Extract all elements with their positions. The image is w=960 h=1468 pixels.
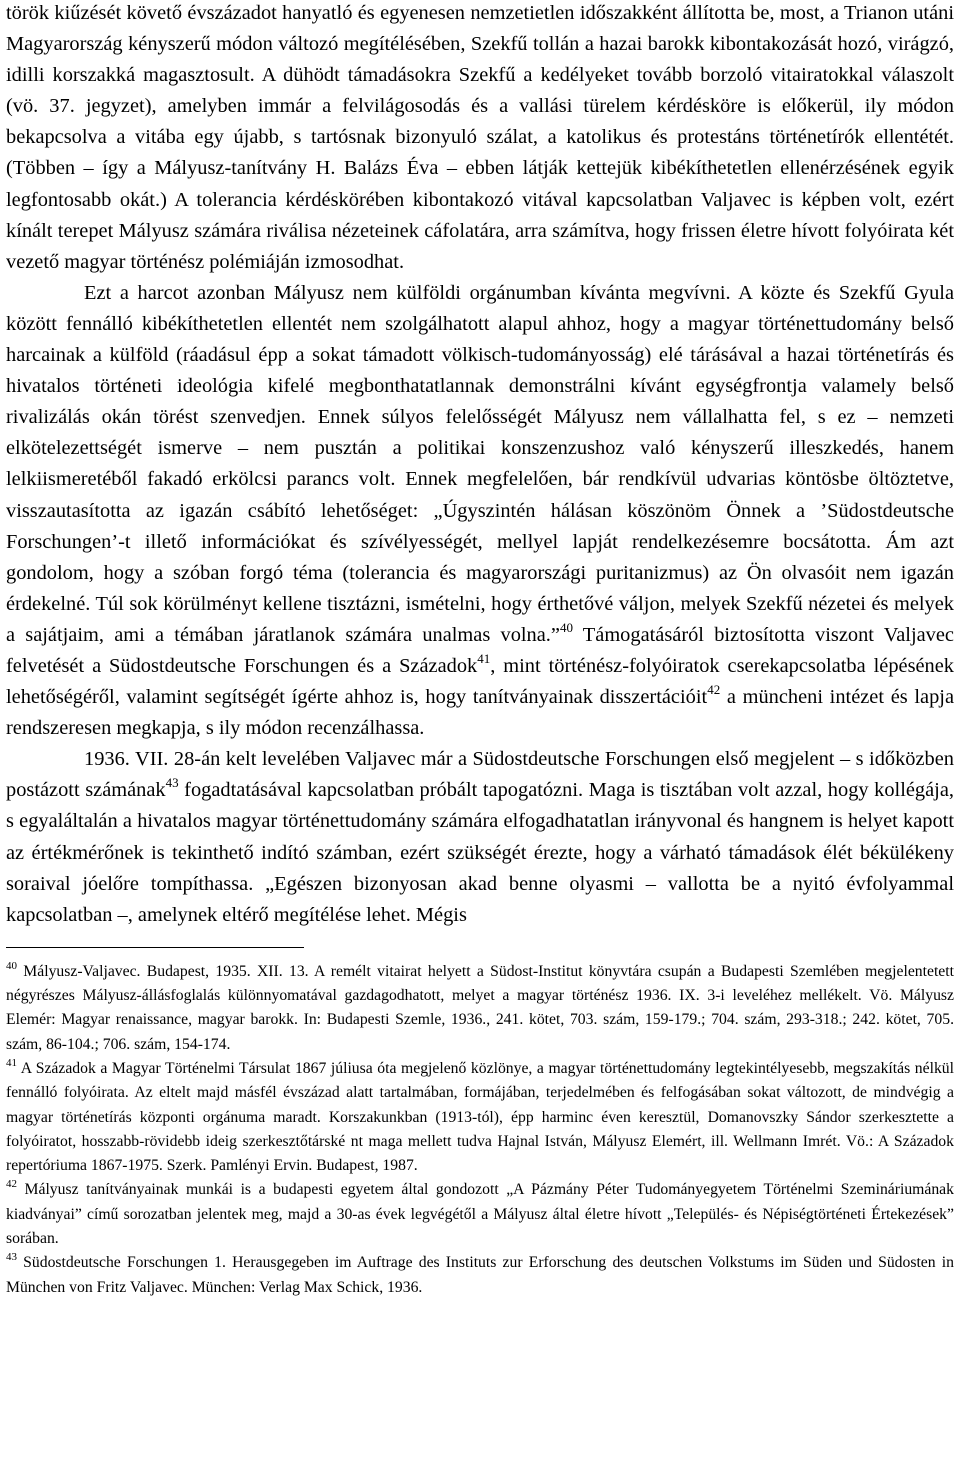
footnote-number: 41 xyxy=(6,1057,17,1069)
footnote-text: Mályusz tanítványainak munkái is a budapesti egyetem által gondozott „A Pázmány Péter Tudományegyetem Történelmi Szemináriumának kiadványai” című sorozatban jelentek meg, majd a 30-as évek legvégétől a Mályusz által életre hívott „Település- és Népiségtörténeti Értekezések” sorában. xyxy=(6,1181,954,1248)
paragraph-text: Ezt a harcot azonban Mályusz nem külföldi orgánumban kívánta megvívni. A közte és Szekfű Gyula között fennálló kibékíthetetlen ellentét nem szolgálhatott alapul ahhoz, hogy a magyar történettudomány belső harcainak a külföld (ráadásul épp a sokat támadott völkisch-tudományosság) elé tárásával a hazai történetírás és hivatalos történeti ideológia kifelé megbonthatatlannak demonstrálni kívánt egységfrontja valamely belső rivalizálás okán törést szenvedjen. Ennek súlyos felelősségét Mályusz nem vállalhatta fel, s ez – nemzeti elkötelezettségét ismerve – nem pusztán a politikai konszenzushoz való kényszerű illeszkedés, hanem lelkiismeretéből fakadó erkölcsi parancs volt. Ennek megfelelően, bár rendkívül udvarias köntösbe öltöztetve, visszautasította az igazán csábító lehetőséget: „Úgyszintén hálásan köszönöm Önnek a ’Südostdeutsche Forschungen’-t illető információkat és szívélyességét, mellyel lapját rendelkezésemre bocsátotta. Ám azt gondolom, hogy a szóban forgó téma (tolerancia és magyarországi puritanizmus) az Ön olvasóit nem igazán érdekelné. Túl sok körülményt kellene tisztázni, ismételni, hogy érthetővé váljon, melyek Szekfű nézetei és melyek a sajátjaim, ami a témában járatlanok számára unalmas volna.” xyxy=(6,281,954,646)
footnote-40 xyxy=(6,960,954,1057)
footnote-42 xyxy=(6,1178,954,1251)
paragraph-text: , mint történész-folyóiratok cserekapcsolatba lépésének lehetőségéről, valamint segítségét ígérte ahhoz is, hogy tanítványainak disszertációit xyxy=(6,654,954,709)
footnote-ref-42[interactable]: 42 xyxy=(707,682,721,698)
footnote-separator xyxy=(6,947,304,948)
footnote-ref-41[interactable]: 41 xyxy=(477,650,491,666)
footnote-ref-43[interactable]: 43 xyxy=(165,775,179,791)
footnote-number: 43 xyxy=(6,1251,17,1264)
footnote-number: 40 xyxy=(6,959,17,972)
footnote-43 xyxy=(6,1251,954,1300)
footnote-text: Mályusz-Valjavec. Budapest, 1935. XII. 13. A remélt vitairat helyett a Südost-Institut könyvtára csupán a Budapesti Szemlében megjelentetett négyrészes Mályusz-állásfoglalás különnyomatával gazdagodhatott, melyet a magyar történész 1936. IX. 3-i leveléhez mellékelt. Vö. Mályusz Elemér: Magyar renaissance, magyar barokk. In: Budapesti Szemle, 1936., 241. kötet, 703. szám, 159-179.; 704. szám, 293-318.; 242. kötet, 705. szám, 86-104.; 706. szám, 154-174. xyxy=(6,962,954,1053)
footnotes xyxy=(6,960,954,1300)
paragraph-text: 1936. VII. 28-án kelt levelében Valjavec már a Südostdeutsche Forschungen első megjelent – s időközben postázott számának xyxy=(6,748,954,802)
document-page xyxy=(6,0,954,1300)
body-paragraph-3 xyxy=(6,744,954,931)
paragraph-text: török kiűzését követő évszázadot hanyatló és egyenesen nemzetietlen időszakként állította be, most, a Trianon utáni Magyarország kényszerű módon változó megítélésében, Szekfű tollán a hazai barokk kibontakozását hozó, virágzó, idilli korszakká magasztosult. A dühödt támadásokra Szekfű a kedélyeket tovább borzoló vitairatokkal válaszolt (vö. 37. jegyzet), amelyben immár a felvilágosodás és a vallási türelem kérdésköre is előkerül, ily módon bekapcsolva a vitába egy újabb, s tartósnak bizonyuló szálat, a katolikus és protestáns történetírók ellentétét. (Többen – így a Mályusz-tanítvány H. Balázs Éva – ebben látják kettejük kibékíthetetlen ellenérzésének egyik legfontosabb okát.) A tolerancia kérdéskörében kibontakozó vitával kapcsolatban Valjavec is képben volt, ezért kínált terepet Mályusz számára riválisa nézeteinek cáfolatára, arra számítva, hogy frissen életre hívott folyóirata két vezető magyar történész polémiáján izmosodhat. xyxy=(6,2,954,273)
footnote-text: A Századok a Magyar Történelmi Társulat 1867 júliusa óta megjelenő közlönye, a magyar történettudomány legtekintélyesebb, megszakítás nélkül fennálló folyóirata. Az eltelt majd másfél évszázad alatt tartalmában, formájában, terjedelmében és felfogásában sokat változott, de mindvégig a magyar történetírás központi orgánuma maradt. Korszakunkban (1913-tól), épp harminc éven keresztül, Domanovszky Sándor szerkesztette a folyóiratot, hosszabb-rövidebb ideig szerkesztőtárské nt maga mellett tudva Hajnal István, Mályusz Elemért, ill. Wellmann Imrét. Vö.: A Századok repertóriuma 1867-1975. Szerk. Pamlényi Ervin. Budapest, 1987. xyxy=(6,1060,954,1175)
body-paragraph-1 xyxy=(6,0,954,278)
body-paragraph-2 xyxy=(6,278,954,744)
footnote-ref-40[interactable]: 40 xyxy=(559,619,573,635)
footnote-number: 42 xyxy=(6,1178,17,1191)
footnote-text: Südostdeutsche Forschungen 1. Herausgegeben im Auftrage des Instituts zur Erforschung des deutschen Volkstums im Süden und Südosten in München von Fritz Valjavec. München: Verlag Max Schick, 1936. xyxy=(6,1254,954,1296)
paragraph-text: fogadtatásával kapcsolatban próbált tapogatózni. Maga is tisztában volt azzal, hogy kollégája, s egyaláltalán a hivatalos magyar történettudomány számára elfogadhatatlan irányvonal és hangnem is helyet kapott az értékmérőnek is tekinthető indító számban, ezért szükségét érezte, hogy a várható támadások élét békülékeny soraival jóelőre tompíthassa. „Egészen bizonyosan akad benne olyasmi – vallotta be a nyitó évfolyammal kapcsolatban –, amelynek eltérő megítélése lehet. Mégis xyxy=(6,779,954,926)
paragraph-text: a müncheni intézet és lapja rendszeresen megkapja, s ily módon recenzálhassa. xyxy=(6,686,954,740)
footnote-41 xyxy=(6,1057,954,1178)
paragraph-text: Támogatásáról biztosította viszont Valjavec felvetését a Südostdeutsche Forschungen és a Századok xyxy=(6,623,954,677)
